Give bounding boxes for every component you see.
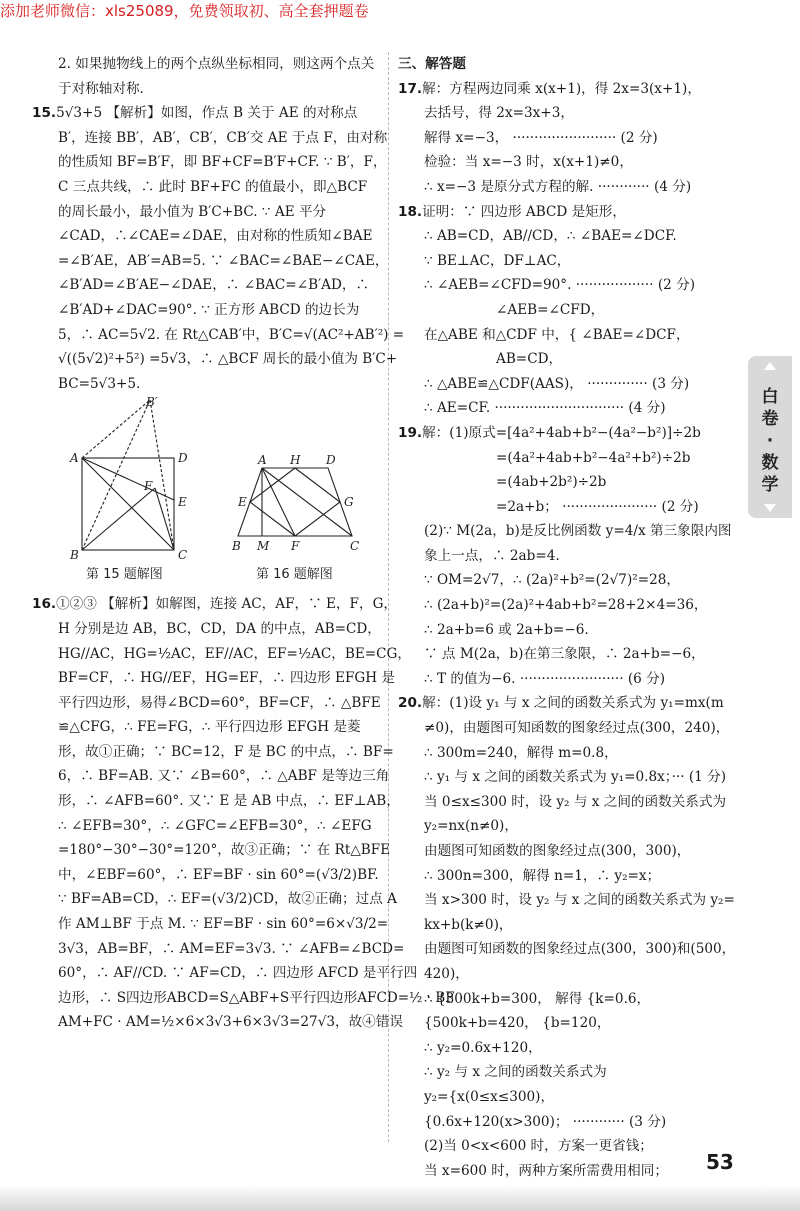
q15-line: ∠B′AD+∠DAC=90°. ∵ 正方形 ABCD 的边长为 — [58, 301, 360, 318]
q19-line: ∵ OM=2√7，∴ (2a)²+b²=(2√7)²=28， — [424, 572, 680, 589]
watermark-text: 添加老师微信：xls25089，免费领取初、高全套押题卷 — [0, 2, 369, 20]
fig16-label-m: M — [257, 539, 270, 554]
q16-line: 60°，∴ AF//CD. ∵ AF=CD，∴ 四边形 AFCD 是平行四 — [58, 965, 418, 982]
q19-line: 象上一点，∴ 2ab=4. — [424, 547, 560, 564]
fig16-label-f: F — [291, 539, 300, 554]
fig15-label-bp: B′ — [146, 395, 158, 410]
page-bottom-shadow — [0, 1185, 800, 1211]
side-tab-char: · — [766, 431, 774, 451]
q15-line: ∠CAD，∴∠CAE=∠DAE，由对称的性质知∠BAE — [58, 228, 373, 245]
item2-line: 2. 如果抛物线上的两个点纵坐标相同，则这两个点关 — [58, 56, 375, 72]
fig15-line-bf — [82, 488, 155, 550]
q16-line: 6，∴ BF=AB. 又∵ ∠B=60°，∴ △ABF 是等边三角 — [58, 768, 390, 785]
q15-line: C 三点共线，∴ 此时 BF+FC 的值最小，即△BCF — [58, 178, 368, 195]
q20-first-line — [398, 691, 738, 716]
q16-number: 16. — [32, 596, 57, 613]
tab-up-arrow-icon — [764, 362, 776, 370]
side-tab-char: 学 — [761, 475, 779, 495]
q20-line: ∴ 300m=240，解得 m=0.8， — [424, 744, 618, 761]
fig16-label-e: E — [238, 495, 247, 510]
q19-line: =(4ab+2b²)÷2b — [496, 474, 607, 491]
q16-line: 3√3，AB=BF，∴ AM=EF=3√3. ∵ ∠AFB=∠BCD= — [58, 940, 405, 957]
q20-line: ≠0)，由题图可知函数的图象经过点(300，240)， — [424, 720, 730, 737]
q16-line: HG//AC，HG=½AC，EF//AC，EF=½AC，BE=CG， — [58, 645, 411, 662]
q18-line: 证明：∵ 四边形 ABCD 是矩形， — [422, 203, 626, 220]
fig15-label-e: E — [178, 495, 187, 510]
q20-line: 解：(1)设 y₁ 与 x 之间的函数关系式为 y₁=mx(m — [422, 695, 724, 712]
q16-line: H 分别是边 AB，BC，CD，DA 的中点，AB=CD， — [58, 620, 381, 637]
q16-first-line — [32, 592, 398, 617]
q18-line: AB=CD， — [496, 351, 563, 368]
fig16-label-b: B — [232, 539, 241, 554]
q18-line: 在△ABE 和△CDF 中，{ ∠BAE=∠DCF， — [424, 326, 690, 343]
q17-line: 解得 x=−3， ························ (2 分) — [424, 129, 658, 146]
q20-line: ∴ y₂ 与 x 之间的函数关系式为 — [424, 1064, 607, 1081]
q16-line: ①②③ 【解析】如解图，连接 AC，AF，∵ E，F，G， — [56, 596, 398, 613]
q17-line: ∴ x=−3 是原分式方程的解. ············ (4 分) — [424, 178, 692, 195]
q18-line: ∠AEB=∠CFD， — [496, 301, 605, 318]
q16-line: 中，∠EBF=60°，∴ EF=BF · sin 60°=(√3/2)BF. — [58, 866, 379, 883]
fig16-line-af — [262, 468, 295, 536]
q15-line: BC=5√3+5. — [58, 375, 141, 392]
figures-row — [32, 396, 378, 592]
fig16-rhombus — [250, 468, 340, 536]
q16-line: 边形，∴ S四边形ABCD=S△ABF+S平行四边形AFCD=½ · BF · — [58, 989, 464, 1006]
q19-line: ∴ (2a+b)²=(2a)²+4ab+b²=28+2×4=36， — [424, 597, 708, 614]
q20-number: 20. — [398, 695, 423, 712]
fig15-line-abp — [82, 400, 150, 458]
q20-line: 由题图可知函数的图象经过点(300，300)和(500， — [424, 941, 736, 958]
q19-line: =2a+b； ······················ (2 分) — [496, 498, 699, 515]
fig15-label-a: A — [70, 451, 79, 466]
right-column — [398, 52, 738, 1183]
q17-line: 检验：当 x=−3 时，x(x+1)≠0， — [424, 154, 633, 171]
fig16-label-g: G — [344, 495, 354, 510]
q20-line: y₂={x(0≤x≤300)， — [424, 1088, 555, 1105]
q16-line: ∵ BF=AB=CD，∴ EF=(√3/2)CD，故②正确；过点 A — [58, 891, 397, 908]
page-number: 53 — [706, 1150, 734, 1174]
q18-number: 18. — [398, 203, 423, 220]
fig15-label-c: C — [178, 548, 188, 563]
item2-line: 于对称轴对称. — [58, 80, 144, 97]
q16-line: 作 AM⊥BF 于点 M. ∵ EF=BF · sin 60°=6×√3/2= — [58, 916, 389, 933]
q20-line: ∴ 300n=300，解得 n=1，∴ y₂=x； — [424, 867, 661, 884]
fig16-diagram — [238, 468, 352, 536]
q20-line: kx+b(k≠0)， — [424, 916, 513, 933]
q15-first-line — [32, 101, 378, 126]
fig15-label-f: F — [144, 479, 153, 494]
side-tab-char: 卷 — [761, 409, 779, 429]
q20-line: ∴ y₁ 与 x 之间的函数关系式为 y₁=0.8x；··· (1 分) — [424, 769, 727, 786]
fig16-caption: 第 16 题解图 — [256, 567, 333, 583]
fig15-diagram — [82, 400, 174, 550]
q16-line: BF=CF，∴ HG//EF，HG=EF，∴ 四边形 EFGH 是 — [58, 670, 396, 687]
fig15-label-d: D — [178, 451, 188, 466]
fig16-trapezoid — [238, 468, 352, 536]
fig16-label-h: H — [290, 453, 301, 468]
side-tab-char: 白 — [761, 387, 779, 407]
fig16-line-ac — [262, 468, 352, 536]
q16-line: 形，∴ ∠AFB=60°. 又∵ E 是 AB 中点，∴ EF⊥AB， — [58, 793, 400, 810]
fig15-line-bbp — [82, 400, 150, 550]
side-tab-char: 数 — [761, 453, 779, 473]
fig15-label-b: B — [70, 548, 79, 563]
q20-line: 当 x=600 时，两种方案所需费用相同； — [424, 1162, 668, 1179]
q15-line: 的性质知 BF=B′F，即 BF+CF=B′F+CF. ∵ B′，F， — [58, 154, 387, 171]
fig15-caption: 第 15 题解图 — [86, 567, 163, 583]
tab-down-arrow-icon — [764, 504, 776, 512]
q20-line: {500k+b=420， {b=120， — [424, 1015, 611, 1032]
q15-line: B′，连接 BB′，AB′，CB′，CB′交 AE 于点 F，由对称 — [58, 129, 388, 146]
q20-line: 当 x>300 时，设 y₂ 与 x 之间的函数关系式为 y₂= — [424, 892, 735, 909]
q20-line: (2)当 0<x<600 时，方案一更省钱； — [424, 1138, 653, 1155]
q19-line: 解：(1)原式=[4a²+4ab+b²−(4a²−b²)]÷2b — [422, 424, 701, 441]
q19-line: ∴ 2a+b=6 或 2a+b=−6. — [424, 621, 589, 638]
q16-line: ∴ ∠EFB=30°，∴ ∠GFC=∠EFB=30°，∴ ∠EFG — [58, 817, 372, 834]
q17-first-line — [398, 77, 738, 102]
q18-line: ∴ AB=CD，AB//CD，∴ ∠BAE=∠DCF. — [424, 228, 677, 245]
q19-line: (2)∵ M(2a，b)是反比例函数 y=4/x 第三象限内图 — [424, 523, 732, 540]
q15-line: √((5√2)²+5²) =5√3，∴ △BCF 周长的最小值为 B′C+ — [58, 351, 398, 368]
q15-line: =∠B′AE，AB′=AB=5. ∵ ∠BAC=∠BAE−∠CAE， — [58, 252, 389, 269]
q15-line: 5，∴ AC=5√2. 在 Rt△CAB′中，B′C=√(AC²+AB′²) = — [58, 326, 405, 343]
q15-line: 5√3+5 【解析】如图，作点 B 关于 AE 的对称点 — [56, 105, 358, 122]
q20-line: y₂=nx(n≠0)， — [424, 818, 518, 835]
q17-number: 17. — [398, 80, 423, 97]
q16-line: ≌△CFG，∴ FE=FG，∴ 平行四边形 EFGH 是菱 — [58, 719, 361, 736]
q20-line: 420)， — [424, 965, 469, 982]
q17-line: 解：方程两边同乘 x(x+1)，得 2x=3(x+1)， — [422, 80, 701, 97]
q19-line: ∴ T 的值为−6. ························ (6 分) — [424, 670, 666, 687]
q18-line: ∴ ∠AEB=∠CFD=90°. ·················· (2 分) — [424, 277, 695, 294]
figures-svg — [62, 396, 362, 592]
q16-line: 平行四边形，易得∠BCD=60°，BF=CF，∴ △BFE — [58, 694, 381, 711]
q15-number: 15. — [32, 105, 57, 122]
q16-line: 形，故①正确；∵ BC=12，F 是 BC 的中点，∴ BF= — [58, 743, 394, 760]
fig16-label-d: D — [326, 453, 336, 468]
q20-line: ∴ y₂=0.6x+120， — [424, 1039, 542, 1056]
q19-line: =(4a²+4ab+b²−4a²+b²)÷2b — [496, 449, 691, 466]
q19-number: 19. — [398, 424, 423, 441]
fig15-line-cbp — [150, 400, 174, 550]
q20-line: {0.6x+120(x>300)； ············ (3 分) — [424, 1113, 667, 1130]
section-title: 三、解答题 — [398, 56, 466, 72]
fig16-label-a: A — [258, 453, 267, 468]
side-section-tab — [748, 356, 792, 518]
q20-line: 由题图可知函数的图象经过点(300，300)， — [424, 843, 691, 859]
q20-line: ∴ {300k+b=300， 解得 {k=0.6， — [424, 990, 651, 1007]
fig16-label-c: C — [350, 539, 360, 554]
side-tab-text — [748, 386, 792, 496]
q18-line: ∵ BE⊥AC，DF⊥AC， — [424, 252, 571, 269]
q15-line: ∠B′AD=∠B′AE−∠DAE，∴ ∠BAC=∠B′AD，∴ — [58, 277, 370, 294]
q20-line: 当 0≤x≤300 时，设 y₂ 与 x 之间的函数关系式为 — [424, 793, 727, 810]
q15-line: 的周长最小，最小值为 B′C+BC. ∵ AE 平分 — [58, 203, 327, 220]
q17-line: 去括号，得 2x=3x+3， — [424, 105, 574, 122]
q16-line: =180°−30°−30°=120°，故③正确；∵ 在 Rt△BFE — [58, 842, 391, 859]
q18-first-line — [398, 200, 738, 225]
q16-line: AM+FC · AM=½×6×3√3+6×3√3=27√3，故④错误 — [58, 1014, 403, 1031]
q19-first-line — [398, 421, 738, 446]
q19-line: ∵ 点 M(2a，b)在第三象限，∴ 2a+b=−6， — [424, 646, 705, 663]
q18-line: ∴ △ABE≌△CDF(AAS)， ·············· (3 分) — [424, 375, 690, 392]
q18-line: ∴ AE=CF. ······························ (4 分) — [424, 400, 666, 417]
